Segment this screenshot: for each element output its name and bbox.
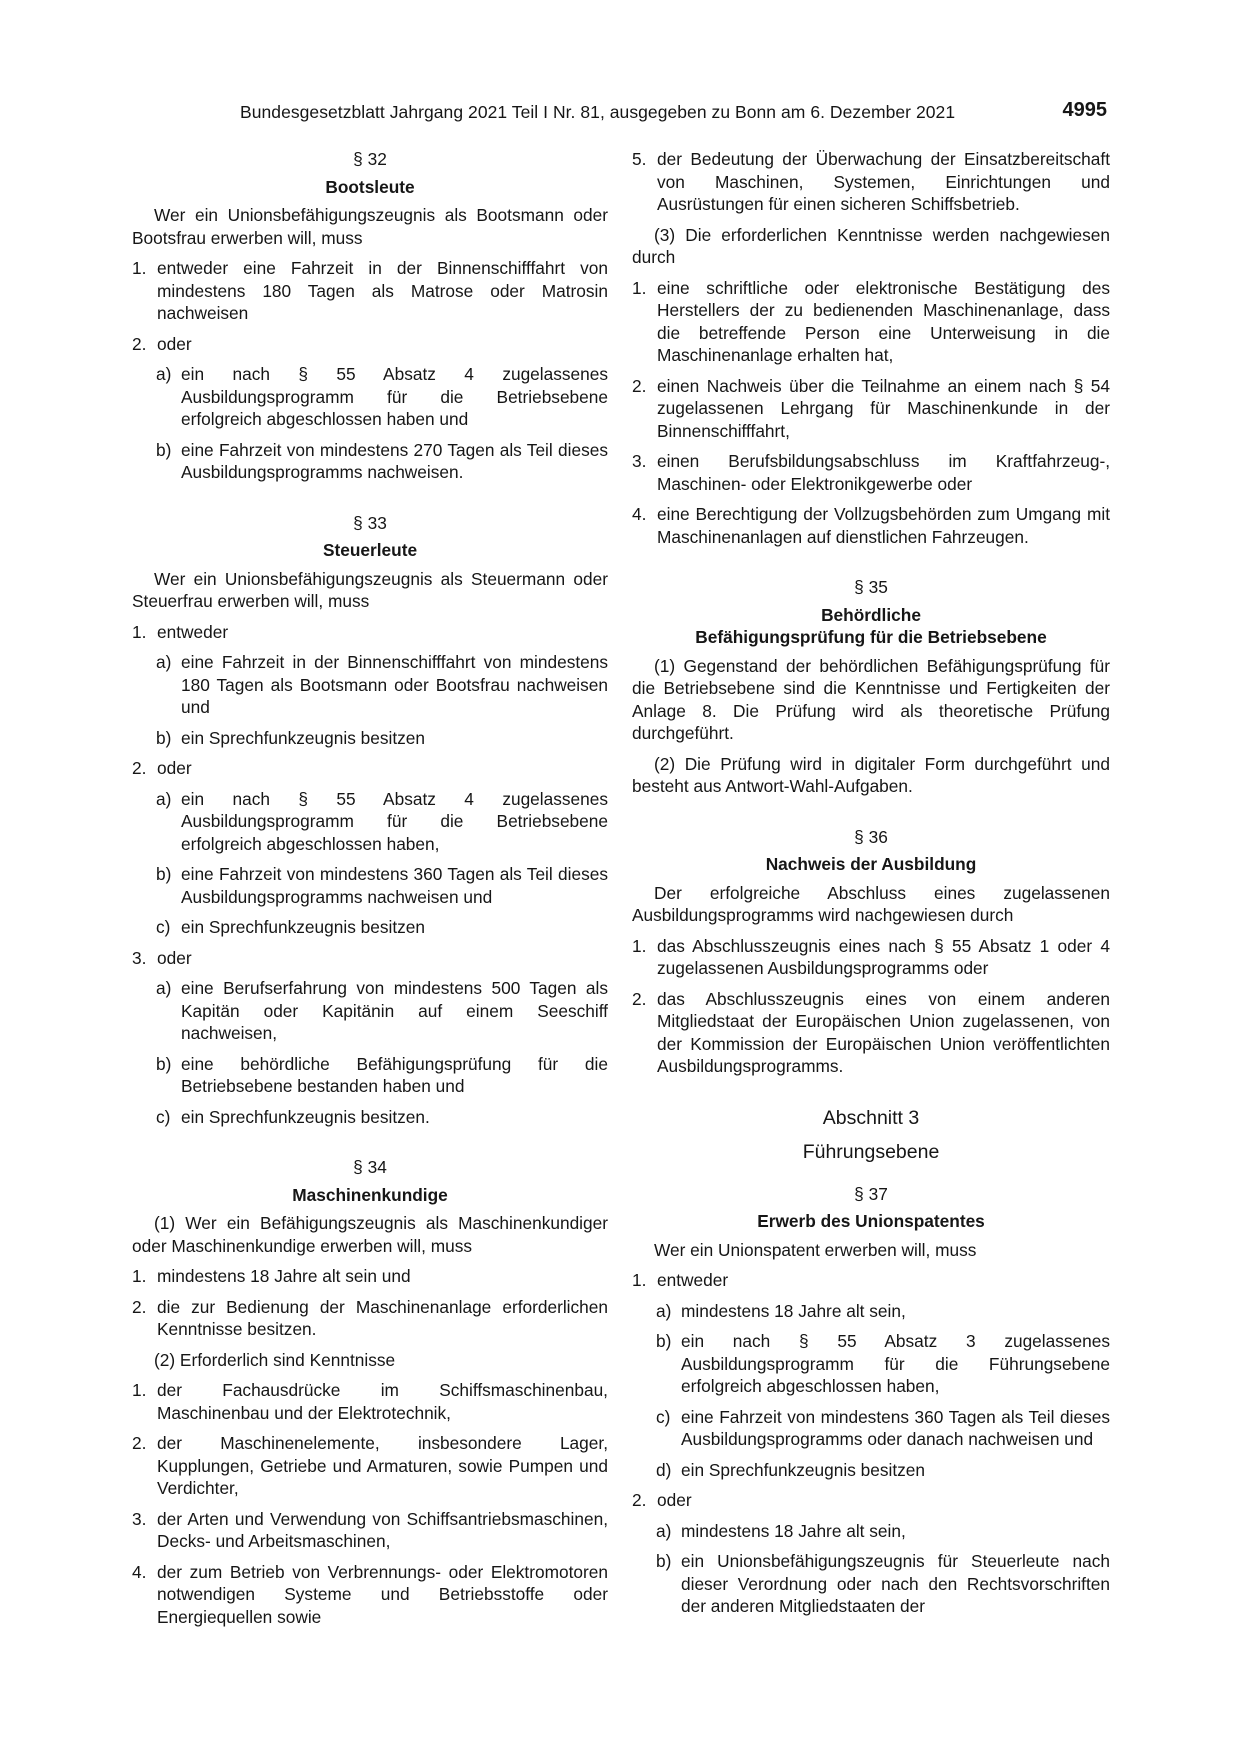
- sub-list-item: a) mindestens 18 Jahre alt sein,: [656, 1520, 906, 1541]
- list-item: 2. das Abschlusszeugnis eines von einem anderen Mitgliedstaat der Europäischen Union zugelassenen, von der Kommission der Europäischen Union veröffentlichten Ausbildungsprogramms.: [632, 988, 1110, 1076]
- section-number: § 32: [353, 149, 387, 169]
- list-item: 4. der zum Betrieb von Verbrennungs- oder Elektromotoren notwendigen Systeme und Betriebsstoffe oder Energiequellen sowie: [132, 1561, 608, 1627]
- sub-list-item: a) ein nach § 55 Absatz 4 zugelassenes Ausbildungsprogramm für die Betriebsebene erfolgreich abgeschlossen haben und: [156, 364, 608, 429]
- list-item: 2. einen Nachweis über die Teilnahme an einem nach § 54 zugelassenen Lehrgang für Maschinenkunde in der Binnenschifffahrt,: [632, 375, 1110, 441]
- list-item: 1. entweder: [132, 621, 229, 642]
- section-number: § 34: [353, 1157, 387, 1177]
- section-heading: Behördliche: [821, 604, 921, 625]
- list-item: 1. mindestens 18 Jahre alt sein und: [132, 1266, 411, 1286]
- list-item: 2. der Maschinenelemente, insbesondere Lager, Kupplungen, Getriebe und Armaturen, sowie Pumpen und Verdichter,: [132, 1433, 608, 1498]
- section-number: § 36: [854, 826, 888, 847]
- sub-list-item: b) eine behördliche Befähigungsprüfung für die Betriebsebene bestanden haben und: [156, 1053, 608, 1096]
- sub-list-item: c) ein Sprechfunkzeugnis besitzen.: [156, 1106, 430, 1127]
- list-item: 3. der Arten und Verwendung von Schiffsantriebsmaschinen, Decks- und Arbeitsmaschinen,: [132, 1508, 608, 1551]
- section-heading: Befähigungsprüfung für die Betriebsebene: [695, 627, 1047, 647]
- section-number: § 37: [854, 1183, 888, 1204]
- chapter-subtitle: Führungsebene: [802, 1140, 940, 1163]
- sub-list-item: c) eine Fahrzeit von mindestens 360 Tagen als Teil dieses Ausbildungsprogramms oder danach nachweisen und: [656, 1406, 1110, 1449]
- sub-list-item: d) ein Sprechfunkzeugnis besitzen: [656, 1459, 926, 1480]
- list-item: 3. oder: [132, 947, 192, 968]
- right-column: [632, 148, 1110, 1626]
- section-heading: Maschinenkundige: [292, 1184, 448, 1205]
- sub-list-item: b) eine Fahrzeit von mindestens 270 Tagen als Teil dieses Ausbildungsprogramms nachweisen.: [156, 439, 608, 482]
- sub-list-item: a) eine Fahrzeit in der Binnenschifffahrt von mindestens 180 Tagen als Bootsmann oder Bootsfrau nachweisen und: [156, 652, 608, 717]
- list-item: 1. entweder eine Fahrzeit in der Binnenschifffahrt von mindestens 180 Tagen als Matrose oder Matrosin nachweisen: [132, 258, 608, 323]
- list-item: 2. oder: [632, 1490, 692, 1510]
- section-heading: Nachweis der Ausbildung: [765, 854, 977, 874]
- list-item: 5. der Bedeutung der Überwachung der Einsatzbereitschaft von Maschinen, Systemen, Einrichtungen und Ausrüstungen für einen sicheren Schiffsbetrieb.: [632, 149, 1110, 214]
- section-heading: Erwerb des Unionspatentes: [757, 1211, 985, 1231]
- section-intro: Der erfolgreiche Abschluss eines zugelassenen Ausbildungsprogramms wird nachgewiesen durch: [632, 882, 1110, 925]
- sub-list-item: b) ein nach § 55 Absatz 3 zugelassenes Ausbildungsprogramm für die Führungsebene erfolgreich abgeschlossen haben,: [656, 1331, 1110, 1396]
- list-item: 1. entweder: [632, 1270, 729, 1290]
- section-paragraph: (1) Gegenstand der behördlichen Befähigungsprüfung für die Betriebsebene sind die Kenntnisse und Fertigkeiten der Anlage 8. Die Prüfung wird als theoretische Prüfung durchgeführt.: [632, 655, 1110, 743]
- sub-list-item: a) eine Berufserfahrung von mindestens 500 Tagen als Kapitän oder Kapitänin auf einem Seeschiff nachweisen,: [156, 978, 608, 1043]
- section-heading: Bootsleute: [325, 176, 415, 197]
- list-item: 4. eine Berechtigung der Vollzugsbehörden zum Umgang mit Maschinenanlagen auf dienstlichen Fahrzeugen.: [632, 504, 1110, 547]
- list-item: 2. die zur Bedienung der Maschinenanlage erforderlichen Kenntnisse besitzen.: [132, 1296, 608, 1339]
- section-paragraph: (2) Die Prüfung wird in digitaler Form durchgeführt und besteht aus Antwort-Wahl-Aufgaben.: [632, 753, 1110, 796]
- section-intro: Wer ein Unionsbefähigungszeugnis als Bootsmann oder Bootsfrau erwerben will, muss: [132, 205, 608, 248]
- list-item: 2. oder: [132, 758, 192, 778]
- sub-list-item: b) ein Sprechfunkzeugnis besitzen: [156, 727, 426, 748]
- page-number: 4995: [1062, 99, 1107, 121]
- list-item: 3. einen Berufsbildungsabschluss im Kraftfahrzeug-, Maschinen- oder Elektronikgewerbe oder: [632, 451, 1110, 494]
- sub-list-item: a) ein nach § 55 Absatz 4 zugelassenes Ausbildungsprogramm für die Betriebsebene erfolgreich abgeschlossen haben,: [156, 788, 608, 854]
- sub-list-item: b) ein Unionsbefähigungszeugnis für Steuerleute nach dieser Verordnung oder nach den Rechtsvorschriften der anderen Mitgliedstaaten der: [656, 1551, 1110, 1616]
- list-item: 1. der Fachausdrücke im Schiffsmaschinenbau, Maschinenbau und der Elektrotechnik,: [132, 1380, 608, 1423]
- section-number: § 35: [854, 577, 888, 597]
- left-column: [132, 148, 608, 1636]
- list-item: 1. eine schriftliche oder elektronische Bestätigung des Herstellers der zu bedienenden Maschinenanlage, dass die betreffende Person eine Unterweisung in die Maschinenanlage erhalten hat,: [632, 277, 1110, 365]
- sub-list-item: a) mindestens 18 Jahre alt sein,: [656, 1300, 906, 1321]
- section-intro: Wer ein Unionspatent erwerben will, muss: [654, 1239, 977, 1260]
- page-header: [240, 100, 1107, 124]
- section-number: § 33: [353, 512, 387, 533]
- sub-list-item: c) ein Sprechfunkzeugnis besitzen: [156, 917, 426, 937]
- section-paragraph: (2) Erforderlich sind Kenntnisse: [154, 1349, 396, 1370]
- sub-list-item: b) eine Fahrzeit von mindestens 360 Tagen als Teil dieses Ausbildungsprogramms nachweisen und: [156, 864, 608, 907]
- gazette-title: Bundesgesetzblatt Jahrgang 2021 Teil I Nr. 81, ausgegeben zu Bonn am 6. Dezember 2021: [240, 102, 956, 122]
- list-item: 1. das Abschlusszeugnis eines nach § 55 Absatz 1 oder 4 zugelassenen Ausbildungsprogramms oder: [632, 935, 1110, 978]
- section-heading: Steuerleute: [322, 540, 418, 560]
- list-item: 2. oder: [132, 333, 192, 354]
- chapter-title: Abschnitt 3: [822, 1106, 920, 1129]
- section-paragraph: (1) Wer ein Befähigungszeugnis als Maschinenkundiger oder Maschinenkundige erwerben will, muss: [132, 1213, 608, 1256]
- section-intro: Wer ein Unionsbefähigungszeugnis als Steuermann oder Steuerfrau erwerben will, muss: [132, 568, 608, 611]
- section-paragraph: (3) Die erforderlichen Kenntnisse werden nachgewiesen durch: [632, 224, 1110, 267]
